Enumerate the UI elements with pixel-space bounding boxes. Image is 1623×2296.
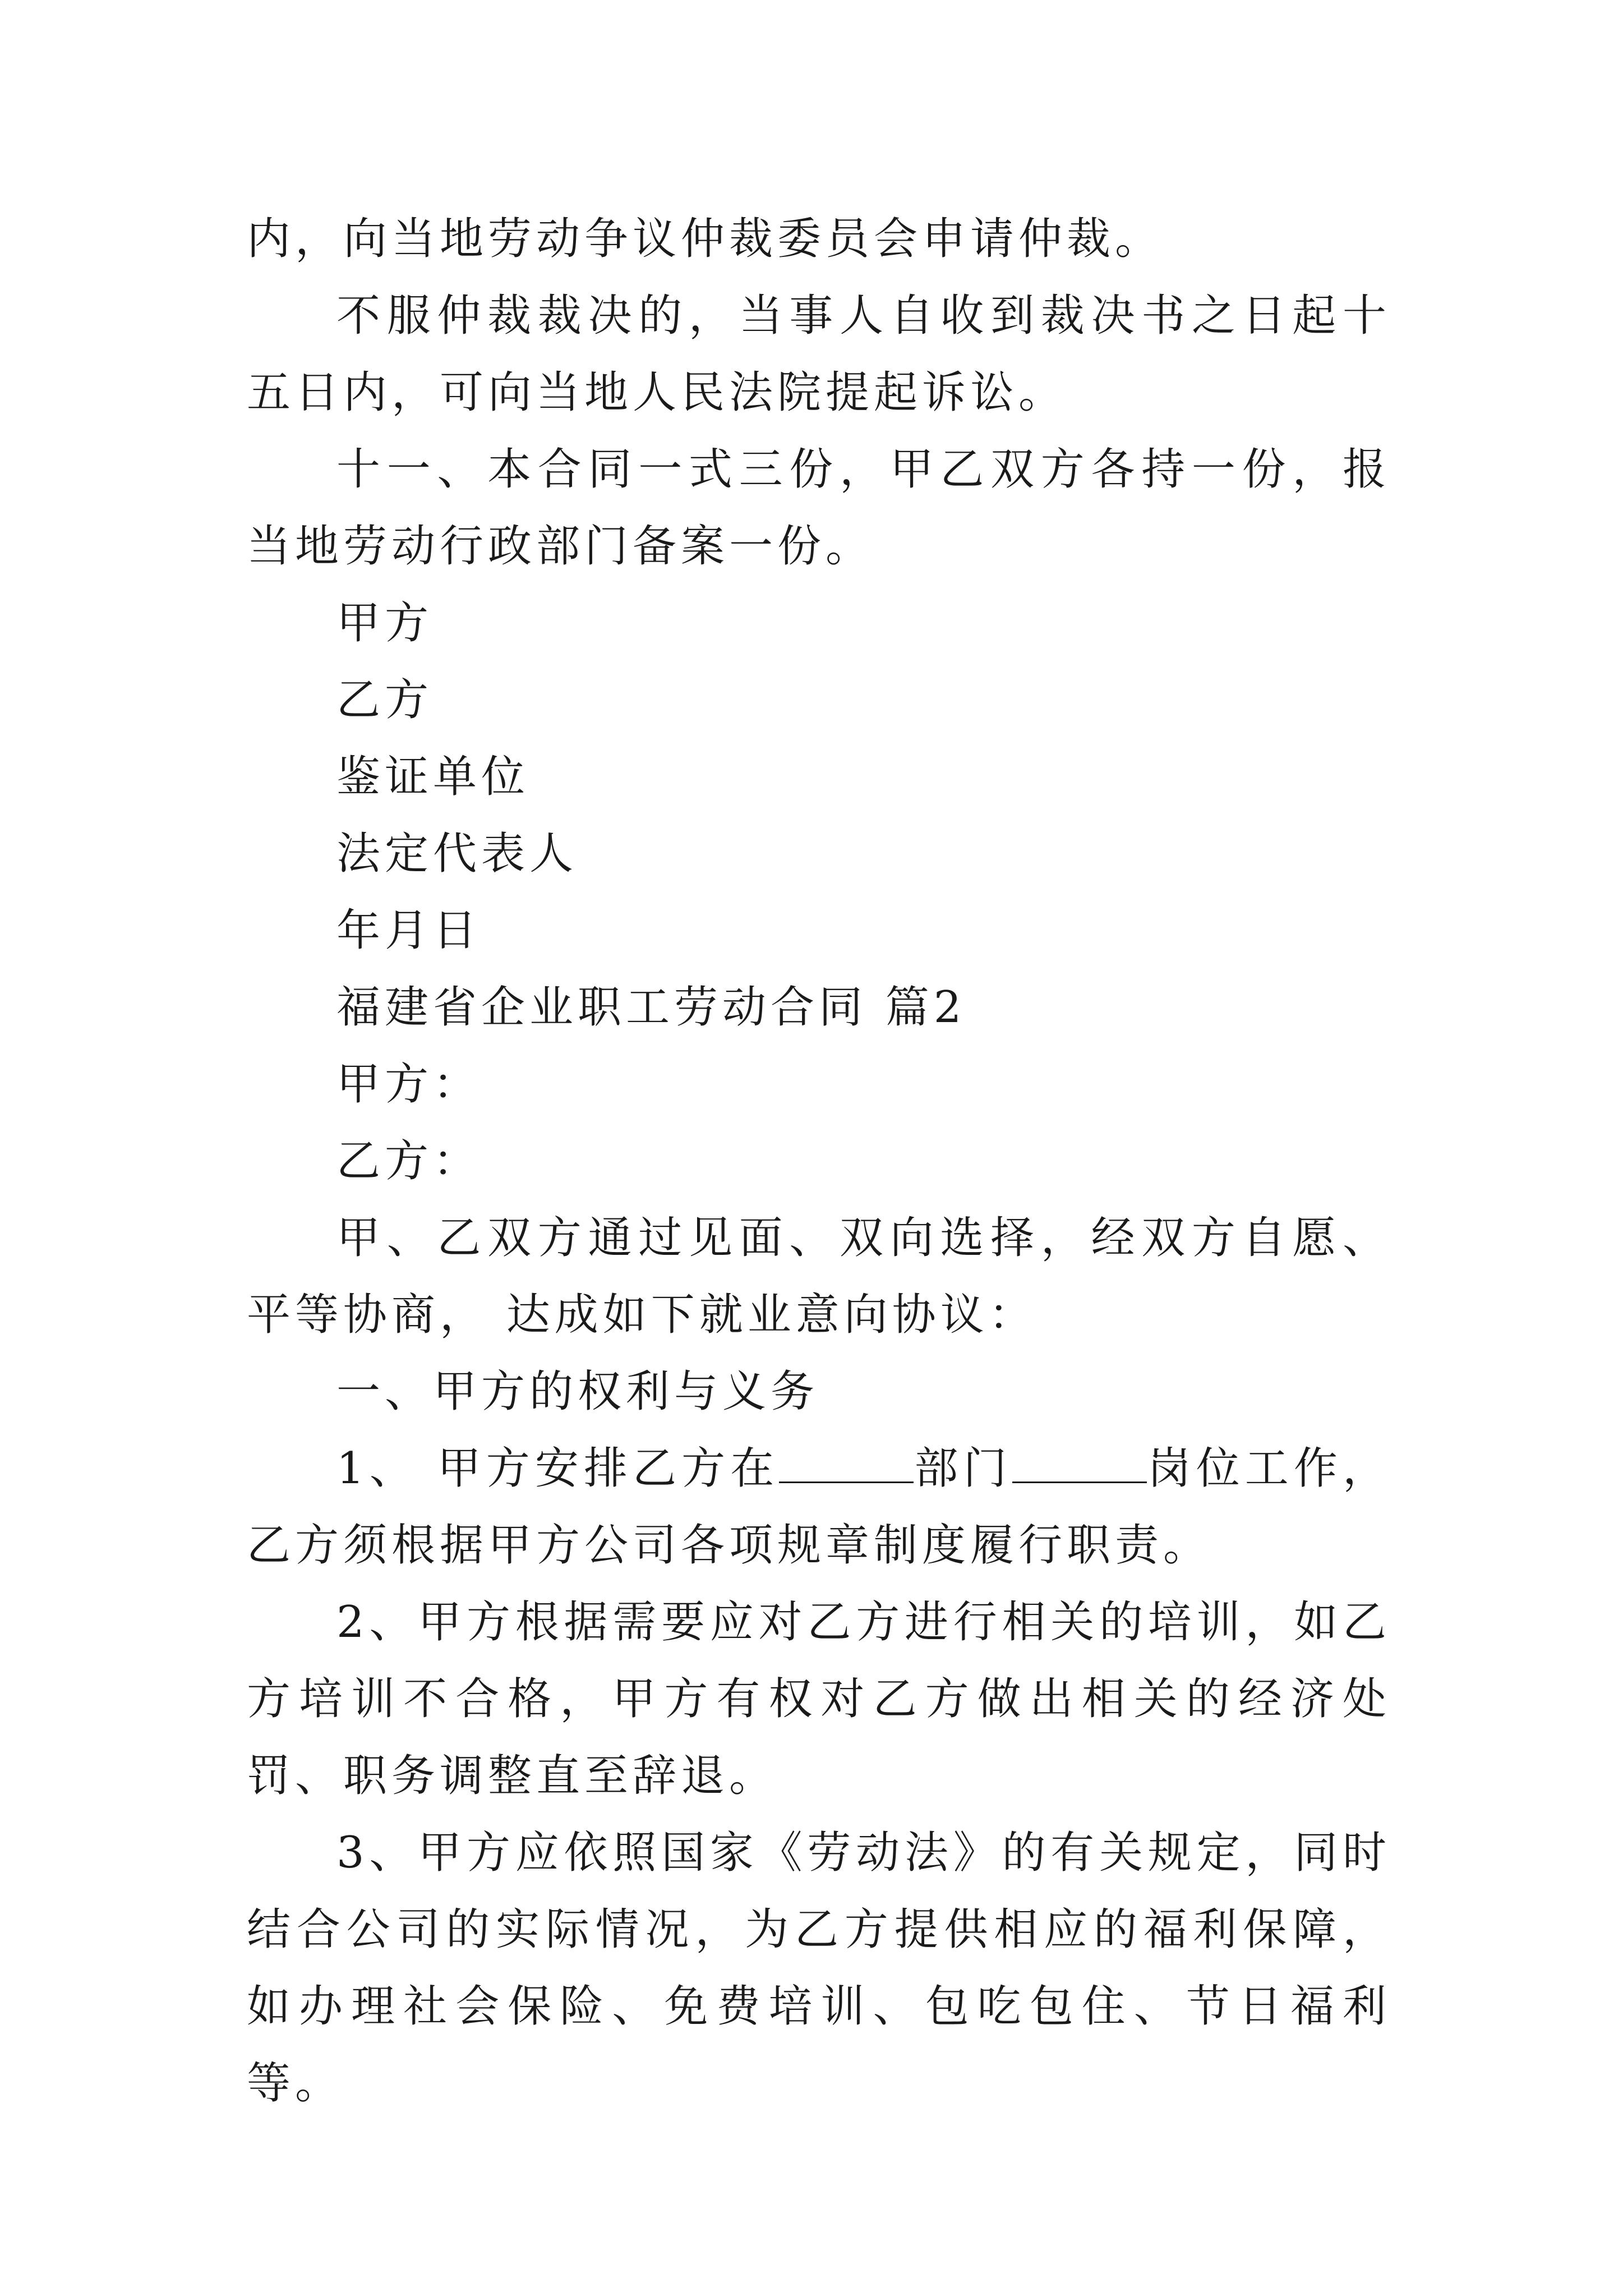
legal-representative-label: 法定代表人 [336, 829, 578, 879]
paragraph-agreement-intro: 甲、乙双方通过见面、双向选择，经双方自愿、平等协商， 达成如下就业意向协议： [247, 1213, 1391, 1340]
item-1-text-b: 部门 [914, 1443, 1012, 1494]
party-a-field: 甲方： [336, 1059, 482, 1110]
party-b-label: 乙方 [336, 675, 434, 725]
paragraph-litigation: 不服仲裁裁决的，当事人自收到裁决书之日起十五日内，可向当地人民法院提起诉讼。 [247, 291, 1391, 418]
date-label: 年月日 [336, 905, 482, 956]
position-blank [1012, 1446, 1147, 1483]
paragraph-arbitration-tail: 内，向当地劳动争议仲裁委员会申请仲裁。 [247, 214, 1164, 264]
witness-unit-label: 鉴证单位 [336, 752, 530, 802]
section-title: 福建省企业职工劳动合同 篇2 [336, 982, 966, 1033]
item-1-text-c: 岗位工作，乙方须根据甲方公司各项规章制度履行职责。 [247, 1443, 1391, 1571]
document-body [247, 201, 1391, 2122]
item-1 [247, 1430, 1391, 1584]
heading-party-a-rights: 一、甲方的权利与义务 [336, 1366, 819, 1417]
department-blank [779, 1446, 914, 1483]
paragraph-copies: 十一、本合同一式三份，甲乙双方各持一份，报当地劳动行政部门备案一份。 [247, 444, 1391, 572]
party-a-label: 甲方 [336, 598, 434, 648]
party-b-field: 乙方： [336, 1136, 482, 1186]
item-2: 2、甲方根据需要应对乙方进行相关的培训，如乙方培训不合格，甲方有权对乙方做出相关的经济处罚、职务调整直至辞退。 [247, 1597, 1391, 1801]
item-3: 3、甲方应依照国家《劳动法》的有关规定，同时结合公司的实际情况，为乙方提供相应的福利保障，如办理社会保险、免费培训、包吃包住、节日福利等。 [247, 1828, 1391, 2109]
item-1-text-a: 1、 甲方安排乙方在 [336, 1443, 780, 1494]
